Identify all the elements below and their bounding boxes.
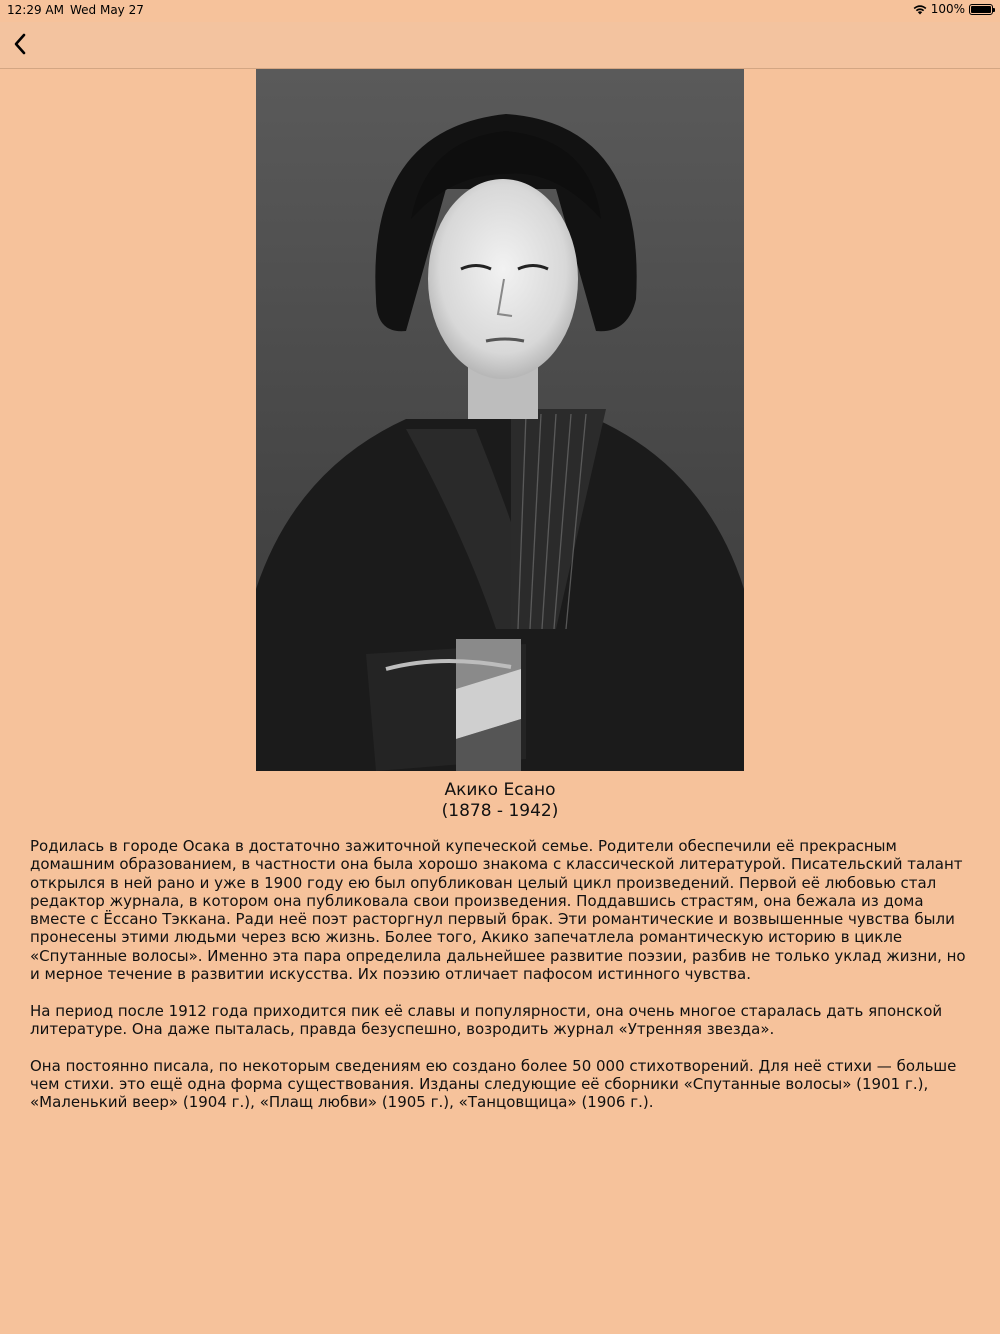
status-right (913, 2, 993, 16)
portrait-image (256, 69, 744, 771)
back-button[interactable] (6, 30, 34, 58)
status-bar (0, 0, 1000, 22)
battery-percent: 100% (930, 2, 965, 16)
wifi-icon (913, 4, 927, 15)
chevron-left-icon (12, 32, 28, 56)
nav-bar (0, 22, 1000, 69)
battery-icon (969, 4, 993, 15)
status-time: 12:29 AM (7, 3, 64, 17)
portrait-caption (0, 780, 1000, 822)
biography-text (30, 837, 975, 1130)
bio-paragraph: Она постоянно писала, по некоторым сведениям ею создано более 50 000 стихотворений. Для неё стихи — больше чем стихи. это ещё одна форма существования. Изданы следующие её сборники «Спутанные волосы» (1901 г.), «Маленький веер» (1904 г.), «Плащ любви» (1905 г.), «Танцовщица» (1906 г.). (30, 1056, 957, 1112)
bio-paragraph: На период после 1912 года приходится пик её славы и популярности, она очень многое старалась дать японской литературе. Она даже пыталась, правда безуспешно, возродить журнал «Утренняя звезда». (30, 1001, 943, 1038)
portrait-photo (256, 69, 744, 771)
status-date: Wed May 27 (70, 3, 144, 17)
person-name: Акико Есано (444, 780, 556, 800)
person-years: (1878 - 1942) (441, 801, 559, 821)
bio-paragraph: Родилась в городе Осака в достаточно зажиточной купеческой семье. Родители обеспечили её прекрасным домашним образованием, в частности она была хорошо знакома с классической литературой. Писательский талант открылся в ней рано и уже в 1900 году ею был опубликован целый цикл произведений. Первой её любовью стал редактор журнала, в котором она публиковала свои произведения. Поддавшись страстям, она бежала из дома вместе с Ёссано Тэккана. Ради неё поэт расторгнул первый брак. Эти романтические и возвышенные чувства были пронесены этими людьми через всю жизнь. Более того, Акико запечатлела романтическую историю в цикле «Спутанные волосы». Именно эта пара определила дальнейшее развитие поэзии, разбив не только уклад жизни, но и мерное течение в развитии искусства. Их поэзию отличает пафосом истинного чувства. (30, 837, 966, 984)
